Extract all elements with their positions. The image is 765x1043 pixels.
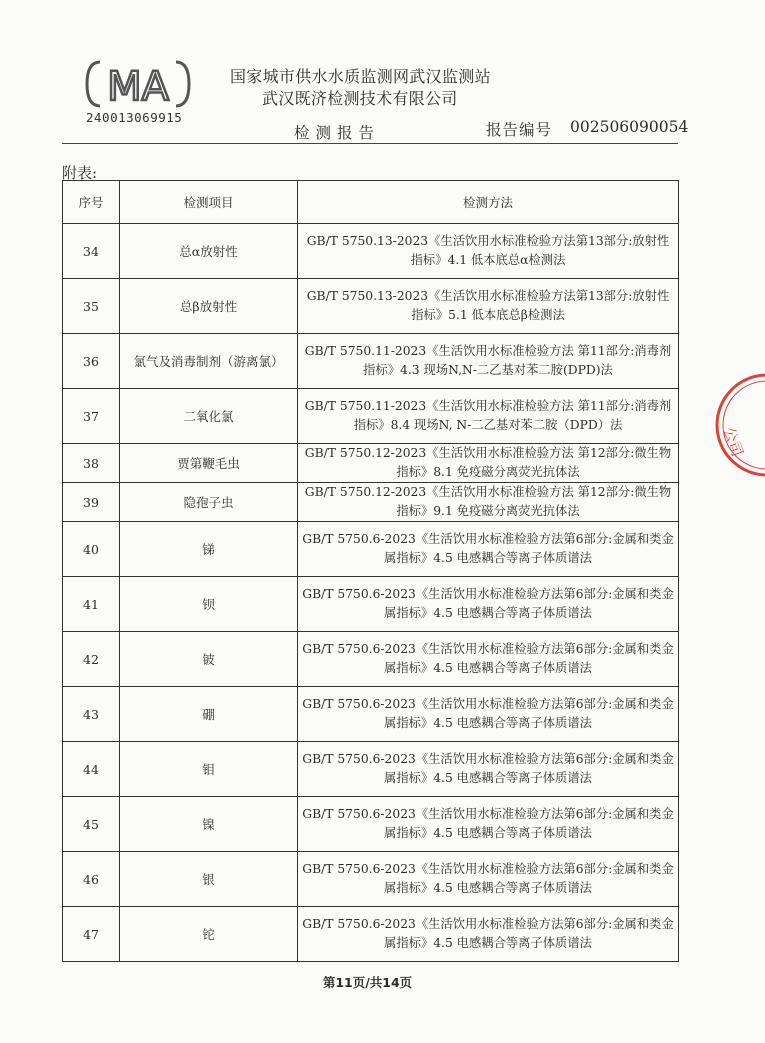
table-row bbox=[63, 577, 679, 632]
cell-method: GB/T 5750.6-2023《生活饮用水标准检验方法第6部分:金属和类金属指标》4.5 电感耦合等离子体质谱法 bbox=[298, 632, 679, 687]
svg-text:MA: MA bbox=[107, 64, 169, 110]
svg-text:公司: 公司 bbox=[719, 424, 747, 459]
table-row bbox=[63, 334, 679, 389]
cell-no: 37 bbox=[63, 389, 120, 444]
cell-no: 46 bbox=[63, 852, 120, 907]
report-title: 检测报告 bbox=[294, 124, 381, 142]
cell-method: GB/T 5750.6-2023《生活饮用水标准检验方法第6部分:金属和类金属指标》4.5 电感耦合等离子体质谱法 bbox=[298, 797, 679, 852]
column-header-no: 序号 bbox=[63, 181, 120, 224]
cell-item: 总α放射性 bbox=[120, 224, 298, 279]
table-row bbox=[63, 742, 679, 797]
cell-method: GB/T 5750.12-2023《生活饮用水标准检验方法 第12部分:微生物指标》9.1 免疫磁分离荧光抗体法 bbox=[298, 483, 679, 522]
appendix-label: 附表: bbox=[62, 164, 98, 182]
cell-item: 贾第鞭毛虫 bbox=[120, 444, 298, 483]
cell-method: GB/T 5750.12-2023《生活饮用水标准检验方法 第12部分:微生物指标》8.1 免疫磁分离荧光抗体法 bbox=[298, 444, 679, 483]
table-row bbox=[63, 224, 679, 279]
cell-no: 44 bbox=[63, 742, 120, 797]
cell-no: 36 bbox=[63, 334, 120, 389]
table-row bbox=[63, 444, 679, 483]
cell-item: 总β放射性 bbox=[120, 279, 298, 334]
column-header-item: 检测项目 bbox=[120, 181, 298, 224]
cell-method: GB/T 5750.6-2023《生活饮用水标准检验方法第6部分:金属和类金属指标》4.5 电感耦合等离子体质谱法 bbox=[298, 687, 679, 742]
cell-no: 35 bbox=[63, 279, 120, 334]
org-name-line2: 武汉既济检测技术有限公司 bbox=[262, 89, 458, 108]
cell-no: 45 bbox=[63, 797, 120, 852]
cell-method: GB/T 5750.6-2023《生活饮用水标准检验方法第6部分:金属和类金属指标》4.5 电感耦合等离子体质谱法 bbox=[298, 577, 679, 632]
cell-no: 47 bbox=[63, 907, 120, 962]
cell-method: GB/T 5750.11-2023《生活饮用水标准检验方法 第11部分:消毒剂指标》8.4 现场N, N-二乙基对苯二胺（DPD）法 bbox=[298, 389, 679, 444]
table-row bbox=[63, 632, 679, 687]
company-seal-fragment bbox=[705, 370, 765, 480]
page-number: 第11页/共14页 bbox=[322, 975, 413, 990]
table-row bbox=[63, 522, 679, 577]
cell-item: 锑 bbox=[120, 522, 298, 577]
cell-item: 铍 bbox=[120, 632, 298, 687]
cell-method: GB/T 5750.6-2023《生活饮用水标准检验方法第6部分:金属和类金属指标》4.5 电感耦合等离子体质谱法 bbox=[298, 907, 679, 962]
table-row bbox=[63, 389, 679, 444]
table-header-row bbox=[63, 181, 679, 224]
cell-method: GB/T 5750.11-2023《生活饮用水标准检验方法 第11部分:消毒剂指标》4.3 现场N,N-二乙基对苯二胺(DPD)法 bbox=[298, 334, 679, 389]
table-row bbox=[63, 797, 679, 852]
cell-method: GB/T 5750.13-2023《生活饮用水标准检验方法第13部分:放射性指标》4.1 低本底总α检测法 bbox=[298, 224, 679, 279]
ma-certificate-code: 240013069915 bbox=[86, 110, 183, 125]
table-row bbox=[63, 687, 679, 742]
cell-no: 34 bbox=[63, 224, 120, 279]
cell-method: GB/T 5750.6-2023《生活饮用水标准检验方法第6部分:金属和类金属指标》4.5 电感耦合等离子体质谱法 bbox=[298, 522, 679, 577]
table-row bbox=[63, 907, 679, 962]
cell-no: 43 bbox=[63, 687, 120, 742]
cell-item: 铊 bbox=[120, 907, 298, 962]
cell-no: 39 bbox=[63, 483, 120, 522]
org-name-line1: 国家城市供水水质监测网武汉监测站 bbox=[230, 67, 491, 86]
cell-item: 银 bbox=[120, 852, 298, 907]
cell-item: 二氧化氯 bbox=[120, 389, 298, 444]
cell-method: GB/T 5750.6-2023《生活饮用水标准检验方法第6部分:金属和类金属指标》4.5 电感耦合等离子体质谱法 bbox=[298, 742, 679, 797]
table-row bbox=[63, 279, 679, 334]
header-divider bbox=[62, 143, 678, 144]
cell-item: 镍 bbox=[120, 797, 298, 852]
cell-item: 硼 bbox=[120, 687, 298, 742]
cell-item: 隐孢子虫 bbox=[120, 483, 298, 522]
cell-method: GB/T 5750.6-2023《生活饮用水标准检验方法第6部分:金属和类金属指标》4.5 电感耦合等离子体质谱法 bbox=[298, 852, 679, 907]
cell-item: 钼 bbox=[120, 742, 298, 797]
table-row bbox=[63, 483, 679, 522]
table-row bbox=[63, 852, 679, 907]
cell-no: 40 bbox=[63, 522, 120, 577]
cell-item: 钡 bbox=[120, 577, 298, 632]
cell-no: 42 bbox=[63, 632, 120, 687]
cell-method: GB/T 5750.13-2023《生活饮用水标准检验方法第13部分:放射性指标》5.1 低本底总β检测法 bbox=[298, 279, 679, 334]
ma-logo-icon bbox=[84, 58, 192, 110]
report-number: 002506090054 bbox=[570, 118, 689, 136]
column-header-method: 检测方法 bbox=[298, 181, 679, 224]
test-method-table bbox=[62, 180, 679, 962]
cell-no: 41 bbox=[63, 577, 120, 632]
cell-item: 氯气及消毒制剂（游离氯） bbox=[120, 334, 298, 389]
report-number-label: 报告编号 bbox=[486, 121, 553, 139]
cell-no: 38 bbox=[63, 444, 120, 483]
